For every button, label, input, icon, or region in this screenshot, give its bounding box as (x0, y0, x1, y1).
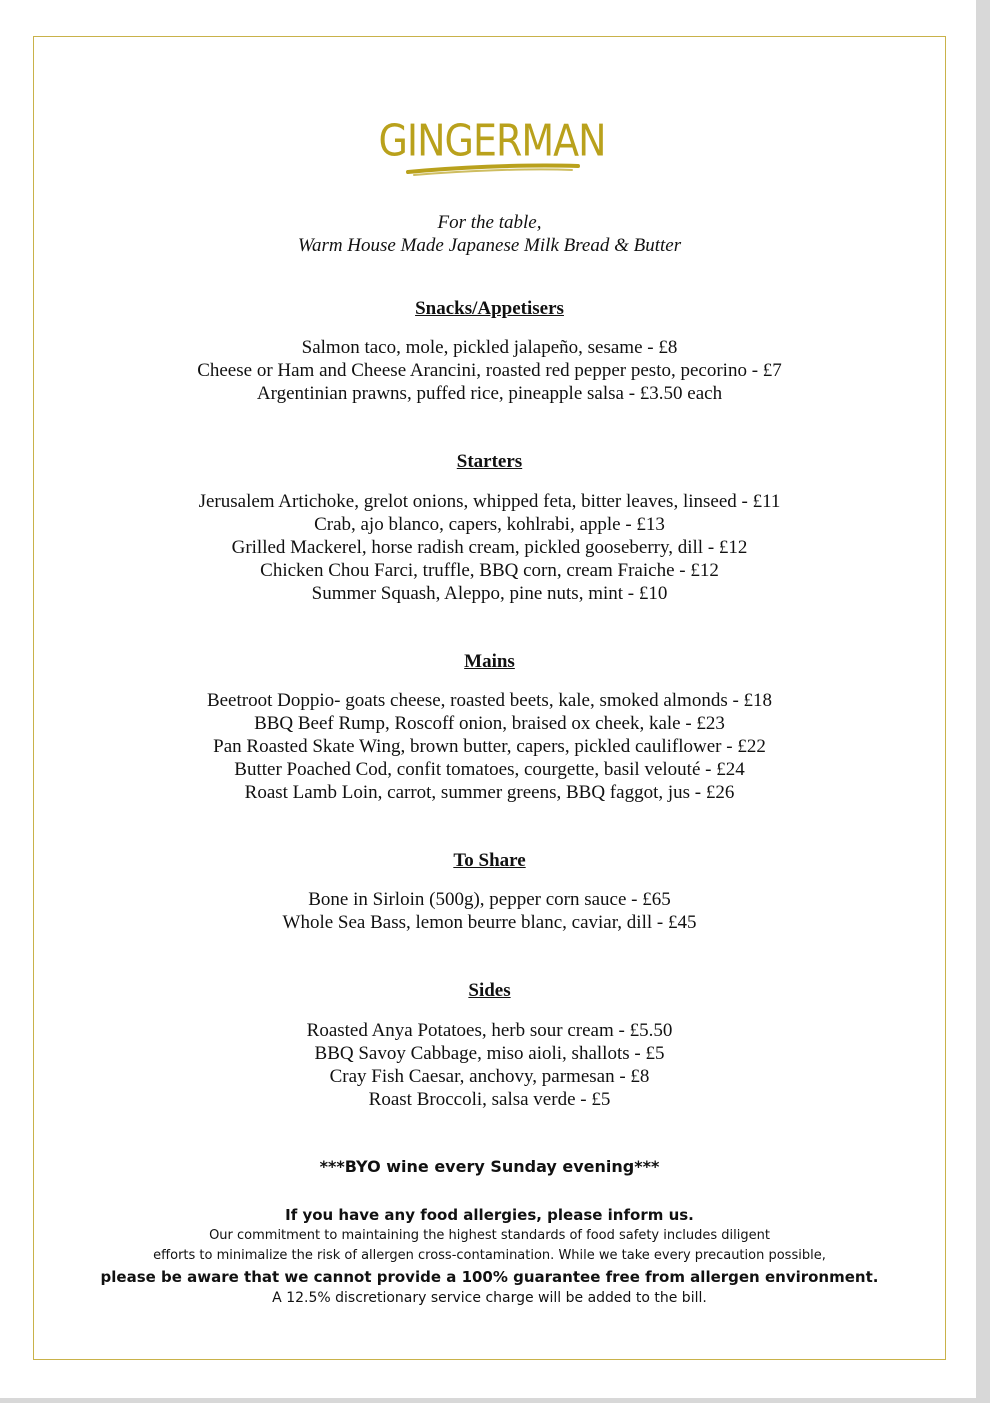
section-heading-starters: Starters (456, 451, 523, 472)
allergy-text-line: Our commitment to maintaining the highest standards of food safety includes diligent (209, 1228, 770, 1243)
menu-item: Cheese or Ham and Cheese Arancini, roasted red pepper pesto, pecorino - £7 (197, 360, 782, 381)
service-charge-note: A 12.5% discretionary service charge will be added to the bill. (272, 1290, 707, 1306)
section-heading-sides: Sides (468, 980, 511, 1001)
svg-text:GINGERMAN: GINGERMAN (378, 115, 606, 167)
menu-item: Jerusalem Artichoke, grelot onions, whipped feta, bitter leaves, linseed - £11 (198, 491, 781, 512)
section-items-mains (33, 689, 946, 804)
section-items-sides (33, 1019, 946, 1111)
menu-item: Roasted Anya Potatoes, herb sour cream - £5.50 (306, 1020, 673, 1041)
menu-item: Roast Broccoli, salsa verde - £5 (368, 1089, 611, 1110)
menu-item: Cray Fish Caesar, anchovy, parmesan - £8 (329, 1066, 650, 1087)
menu-item: Bone in Sirloin (500g), pepper corn sauce - £65 (308, 889, 671, 910)
menu-item: Whole Sea Bass, lemon beurre blanc, caviar, dill - £45 (282, 912, 697, 933)
intro-line-1: For the table, (437, 212, 542, 233)
menu-item: BBQ Savoy Cabbage, miso aioli, shallots - £5 (314, 1043, 665, 1064)
section-items-to-share (33, 888, 946, 934)
menu-item: Beetroot Doppio- goats cheese, roasted beets, kale, smoked almonds - £18 (206, 690, 773, 711)
menu-item: BBQ Beef Rump, Roscoff onion, braised ox cheek, kale - £23 (254, 713, 725, 734)
intro-text (33, 211, 946, 257)
menu-item: Chicken Chou Farci, truffle, BBQ corn, cream Fraiche - £12 (260, 560, 719, 581)
menu-item: Pan Roasted Skate Wing, brown butter, capers, pickled cauliflower - £22 (213, 736, 766, 757)
menu-item: Roast Lamb Loin, carrot, summer greens, BBQ faggot, jus - £26 (244, 782, 735, 803)
menu-item: Summer Squash, Aleppo, pine nuts, mint - £10 (311, 583, 668, 604)
logo-graphic (378, 112, 606, 182)
menu-item: Grilled Mackerel, horse radish cream, pickled gooseberry, dill - £12 (231, 537, 748, 558)
allergy-warning: please be aware that we cannot provide a 100% guarantee free from allergen environment. (100, 1268, 879, 1286)
section-heading-to-share: To Share (453, 850, 526, 871)
menu-item: Crab, ajo blanco, capers, kohlrabi, apple - £13 (314, 514, 665, 535)
allergy-text-line: efforts to minimalize the risk of allergen cross-contamination. While we take every precaution possible, (153, 1248, 826, 1263)
section-heading-mains: Mains (464, 651, 515, 672)
section-heading-snacks: Snacks/Appetisers (415, 298, 564, 319)
menu-item: Butter Poached Cod, confit tomatoes, courgette, basil velouté - £24 (234, 759, 745, 780)
intro-line-2: Warm House Made Japanese Milk Bread & Butter (297, 235, 682, 256)
allergy-notice (33, 1204, 946, 1308)
section-items-starters (33, 490, 946, 605)
menu-item: Argentinian prawns, puffed rice, pineapple salsa - £3.50 each (256, 383, 723, 404)
menu-item: Salmon taco, mole, pickled jalapeño, sesame - £8 (301, 337, 678, 358)
gingerman-logo (378, 112, 606, 182)
allergy-heading: If you have any food allergies, please inform us. (285, 1206, 694, 1224)
byo-notice: ***BYO wine every Sunday evening*** (319, 1157, 660, 1176)
section-items-snacks (33, 336, 946, 405)
